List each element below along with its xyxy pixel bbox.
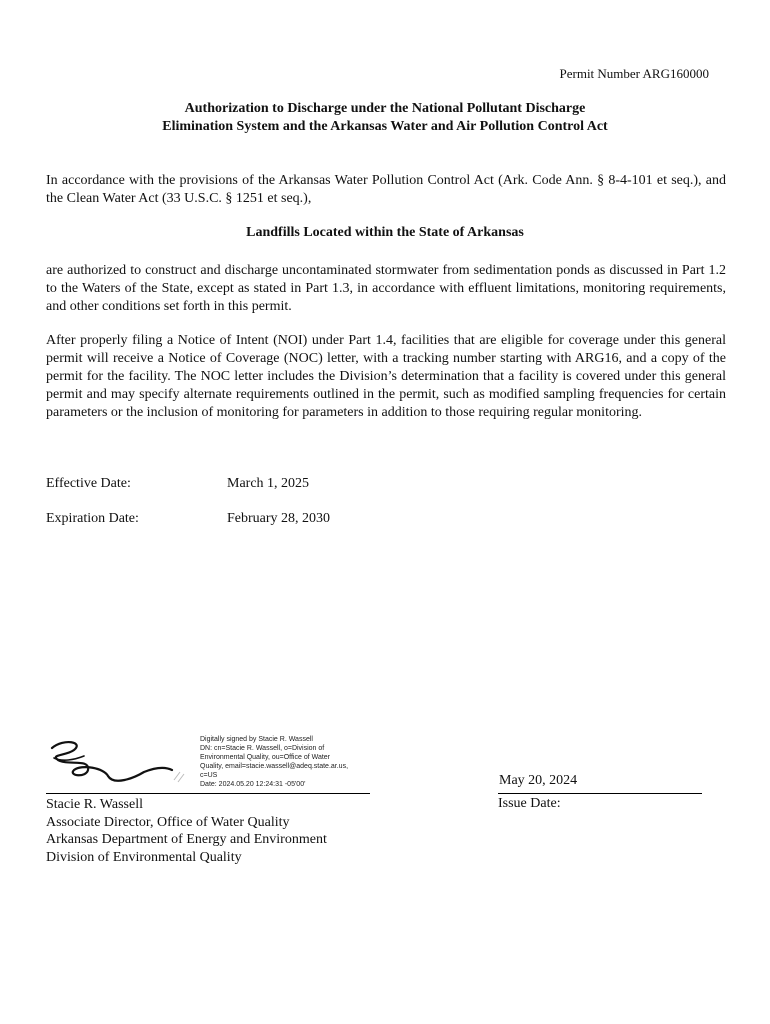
signer-division: Division of Environmental Quality bbox=[46, 849, 242, 865]
handwritten-signature-icon bbox=[44, 736, 194, 792]
noi-paragraph: After properly filing a Notice of Intent (NOI) under Part 1.4, facilities that are eligible for coverage under this general permit will receive a Notice of Coverage (NOC) letter, with a tracking number starting with ARG16, and a copy of the permit for the facility. The NOC letter includes the Division’s determination that a facility is covered under this general permit and may specify alternate requirements outlined in the permit, such as modified sampling frequencies for certain parameters or the inclusion of monitoring for parameters in addition to those requiring regular monitoring. bbox=[46, 333, 726, 420]
signature-line bbox=[46, 793, 370, 794]
sig-detail-line: c=US bbox=[200, 772, 218, 779]
sig-detail-line: DN: cn=Stacie R. Wassell, o=Division of bbox=[200, 745, 325, 752]
effective-date-value: March 1, 2025 bbox=[227, 476, 310, 491]
expiration-date-label: Expiration Date: bbox=[46, 511, 139, 526]
issue-date-line bbox=[498, 793, 702, 794]
title-line-1: Authorization to Discharge under the National Pollutant Discharge bbox=[184, 101, 586, 116]
intro-paragraph: In accordance with the provisions of the Arkansas Water Pollution Control Act (Ark. Code Ann. § 8-4-101 et seq.), and the Clean Water Act (33 U.S.C. § 1251 et seq.), bbox=[46, 173, 726, 206]
digital-signature-details bbox=[200, 735, 375, 789]
permit-number: Permit Number ARG160000 bbox=[559, 66, 709, 81]
document-title bbox=[0, 100, 770, 136]
expiration-date-value: February 28, 2030 bbox=[227, 511, 331, 526]
sig-detail-line: Quality, email=stacie.wassell@adeq.state.ar.us, bbox=[200, 763, 349, 770]
sig-detail-line: Date: 2024.05.20 12:24:31 -05'00' bbox=[200, 781, 306, 788]
signer-name: Stacie R. Wassell bbox=[46, 797, 143, 812]
sig-detail-line: Environmental Quality, ou=Office of Water bbox=[200, 754, 331, 761]
title-line-2: Elimination System and the Arkansas Water and Air Pollution Control Act bbox=[162, 119, 608, 134]
sig-detail-line: Digitally signed by Stacie R. Wassell bbox=[200, 736, 313, 743]
permit-subject: Landfills Located within the State of Arkansas bbox=[246, 225, 524, 240]
signer-department: Arkansas Department of Energy and Environment bbox=[46, 832, 327, 847]
authorization-paragraph: are authorized to construct and discharge uncontaminated stormwater from sedimentation ponds as discussed in Part 1.2 to the Waters of the State, except as stated in Part 1.3, in accordance with effluent limitations, monitoring requirements, and other conditions set forth in this permit. bbox=[46, 263, 726, 314]
effective-date-label: Effective Date: bbox=[46, 476, 131, 491]
issue-date-value: May 20, 2024 bbox=[499, 773, 578, 788]
issue-date-label: Issue Date: bbox=[498, 796, 561, 811]
signer-block bbox=[46, 796, 327, 866]
signer-title: Associate Director, Office of Water Quality bbox=[46, 814, 290, 830]
